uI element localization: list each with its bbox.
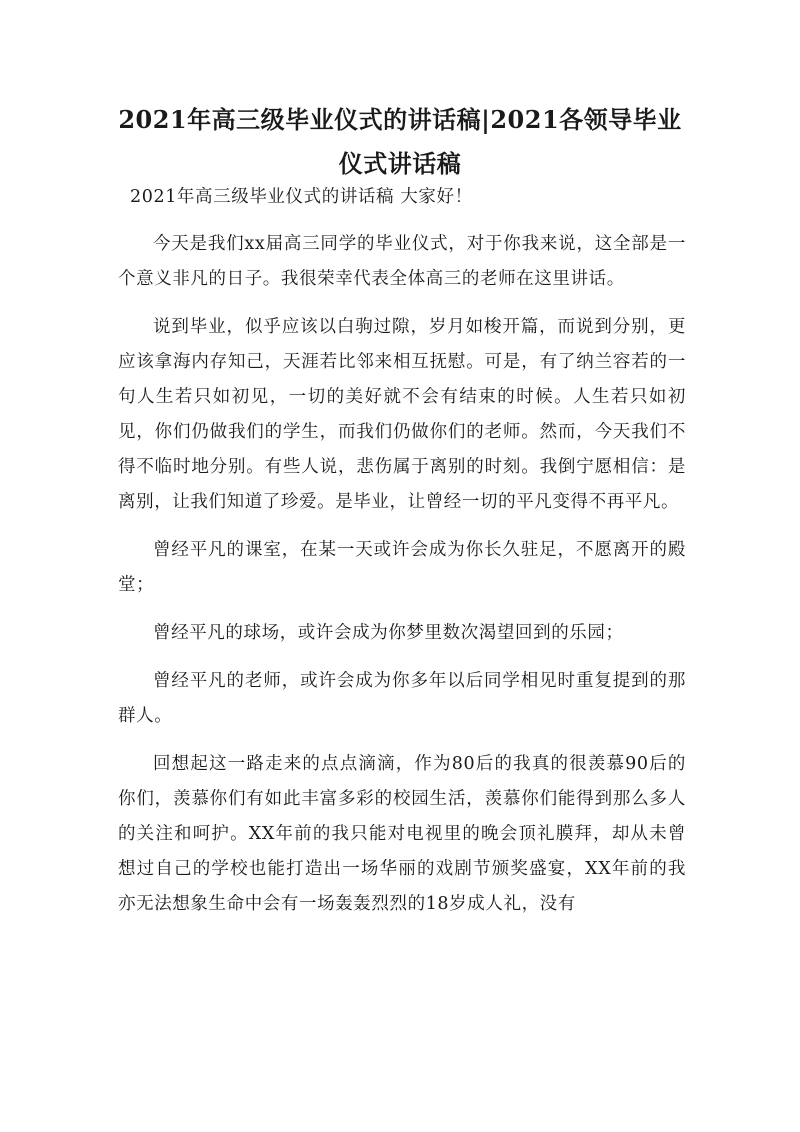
document-body	[118, 180, 686, 935]
paragraph: 曾经平凡的课室，在某一天或许会成为你长久驻足，不愿离开的殿堂；	[118, 540, 686, 595]
document-title: 2021年高三级毕业仪式的讲话稿|2021各领导毕业仪式讲话稿	[118, 105, 682, 178]
paragraph: 曾经平凡的球场，或许会成为你梦里数次渴望回到的乐园；	[153, 623, 624, 643]
paragraph: 说到毕业，似乎应该以白驹过隙，岁月如梭开篇，而说到分别，更应该拿海内存知己，天涯若比邻来相互抚慰。可是，有了纳兰容若的一句人生若只如初见，一切的美好就不会有结束的时候。人生若只如初见，你们仍做我们的学生，而我们仍做你们的老师。然而，今天我们不得不临时地分别。有些人说，悲伤属于离别的时刻。我倒宁愿相信：是离别，让我们知道了珍爱。是毕业，让曾经一切的平凡变得不再平凡。	[118, 317, 686, 512]
paragraph: 曾经平凡的老师，或许会成为你多年以后同学相见时重复提到的那群人。	[118, 671, 686, 726]
paragraph: 今天是我们xx届高三同学的毕业仪式，对于你我来说，这全部是一个意义非凡的日子。我很荣幸代表全体高三的老师在这里讲话。	[118, 234, 686, 289]
paragraph: 回想起这一路走来的点点滴滴，作为80后的我真的很羡慕90后的你们，羡慕你们有如此丰富多彩的校园生活，羡慕你们能得到那么多人的关注和呵护。XX年前的我只能对电视里的晚会顶礼膜拜，却从未曾想过自己的学校也能打造出一场华丽的戏剧节颁奖盛宴，XX年前的我亦无法想象生命中会有一场轰轰烈烈的18岁成人礼，没有	[118, 754, 686, 914]
paragraph-intro: 2021年高三级毕业仪式的讲话稿 大家好！	[130, 187, 473, 207]
